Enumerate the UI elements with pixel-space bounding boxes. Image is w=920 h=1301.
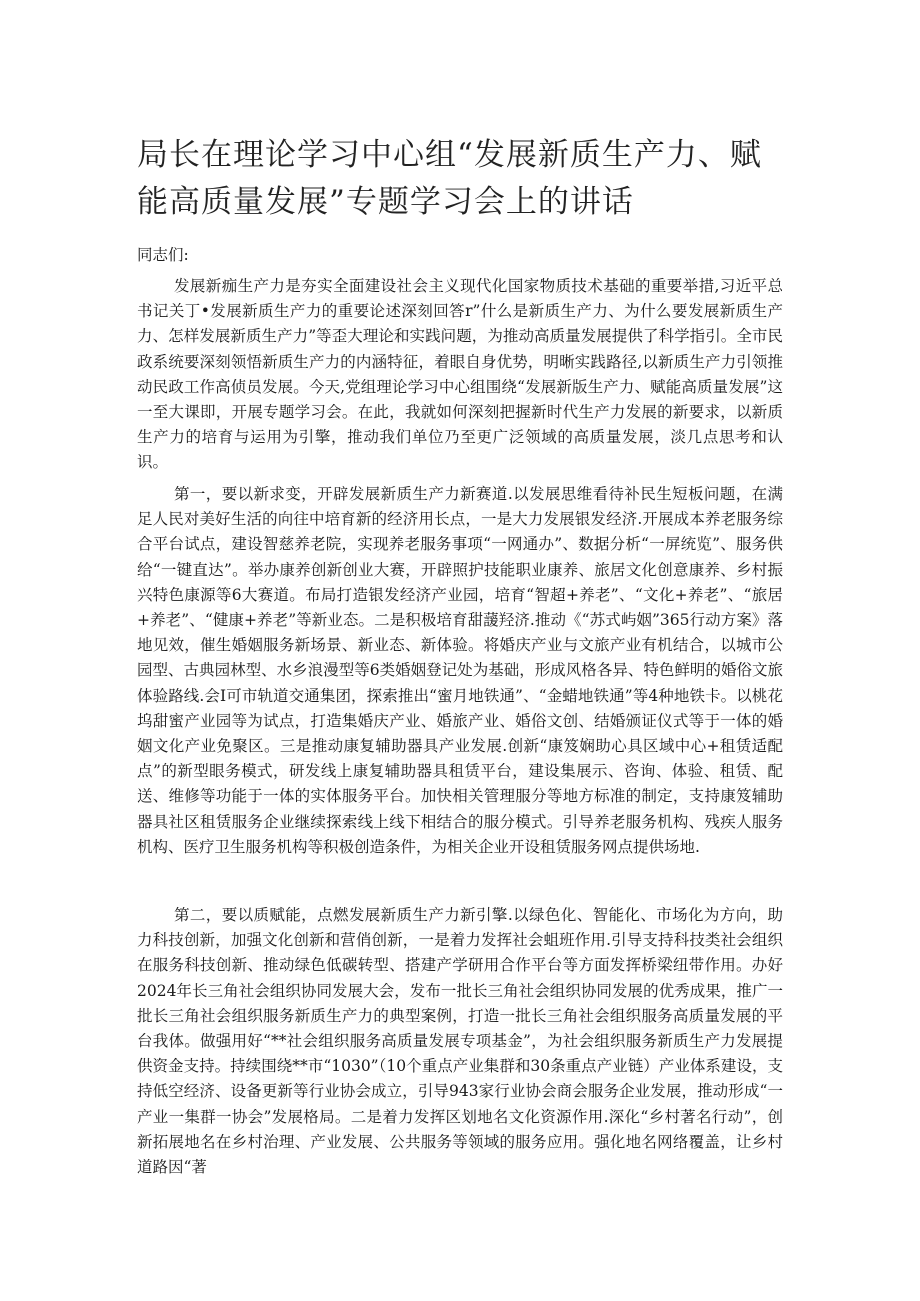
paragraph-second-point: 第二，要以质赋能，点燃发展新质生产力新引擎.以绿色化、智能化、市场化为方向，助力科技创新，加强文化创新和营俏创新，一是着力发挥社会蛆班作用.引导支持科技类社会组织在服务科技创新、推动绿色低碳转型、搭建产学研用合作平台等方面发挥桥梁纽带作用。办好2024年长三角社会组织协同发展大会，发布一批长三角社会组织协同发展的优秀成果，推广一批长三角社会组织服务新质生产力的典型案例，打造一批长三角社会组织服务高质量发展的平台我体。做强用好“**社会组织服务高质量发展专项基金”，为社会组织服务新质生产力发展提供资金支持。持续围绕**市“1030”（10个重点产业集群和30条重点产业链）产业体系建设，支持低空经济、设备更新等行业协会成立，引导943家行业协会商会服务企业发展，推动形成“一产业一集群一协会”发展格局。二是着力发挥区划地名文化资源作用.深化“乡村著名行动”，创新拓展地名在乡村治理、产业发展、公共服务等领域的服务应用。强化地名网络覆盖，让乡村道路因“著 [137,906,783,1177]
salutation: 同志们: [137,246,189,264]
paragraph-first-point: 第一，要以新求变，开辟发展新质生产力新赛道.以发展思维看待补民生短板问题，在满足人民对美好生活的向往中培育新的经济用长点，一是大力发展银发经济.开展成本养老服务综合平台试点，建设智慈养老院，实现养老服务事项“一网通办”、数据分析“一屏统览”、服务供给“一键直达”。举办康养创新创业大赛，开辟照护技能职业康养、旅居文化创意康养、乡村振兴特色康源等6大赛道。布局打造银发经济产业园，培育“智超+养老”、“文化+养老”、“旅居+养老”、“健康+养老”等新业态。二是积极培育甜蘐羟济.推动《“苏式屿姻”365行动方案》落地见效，催生婚姻服务新场景、新业态、新体验。将婚庆产业与文旅产业有机结合，以城市公园型、古典园林型、水乡浪漫型等6类婚姻登记处为基础，形成风格各异、特色鲜明的婚俗文旅体验路线.会I可市轨道交通集团，探索推出“蜜月地铁通”、“金蜡地铁通”等4种地铁卡。以桃花坞甜蜜产业园等为试点，打造集婚庆产业、婚旅产业、婚俗文创、结婚颁证仪式等于一体的婚姻文化产业免聚区。三是推动康复辅助器具产业发展.创新“康笈娴助心具区域中心+租赁适配点”的新型眼务模式，研发线上康复辅助器具租赁平台，建设集展示、咨询、体验、租赁、配送、维修等功能于一体的实体服务平台。加快相关管理服分等地方标准的制定，支持康笈辅助器具社区租赁服务企业继续探索线上线下相结合的服分模式。引导养老服务机构、残疾人服务机构、医疗卫生服务机构等积极创造条件，为相关企业开设租赁服务网点提供场地. [137,485,783,856]
document-title: 局长在理论学习中心组“发展新质生产力、赋能高质量发展”专题学习会上的讲话 [137,137,762,220]
paragraph-intro: 发展新痂生产力是夯实全面建设社会主义现代化国家物质技术基础的重要举措,习近平总书记关丁•发展新质生产力的重要论述深刻回答r”什么是新质生产力、为什么要发展新质生产力、怎样发展新质生产力”等歪大理论和实践问题，为推动高质量发展提供了科学指引。全市民政系统要深刻领悟新质生产力的内涵特征，着眼自身优势，明晰实践路径,以新质生产力引领推动民政工作高侦员发展。今天,党组理论学习中心组围绕“发展新版生产力、赋能高质量发展”这一至大课即，开展专题学习会。在此，我就如何深刻把握新时代生产力发展的新要求，以新质生产力的培育与运用为引擎，推动我们单位乃至更广泛领域的高质量发展，淡几点思考和认识。 [137,277,783,472]
